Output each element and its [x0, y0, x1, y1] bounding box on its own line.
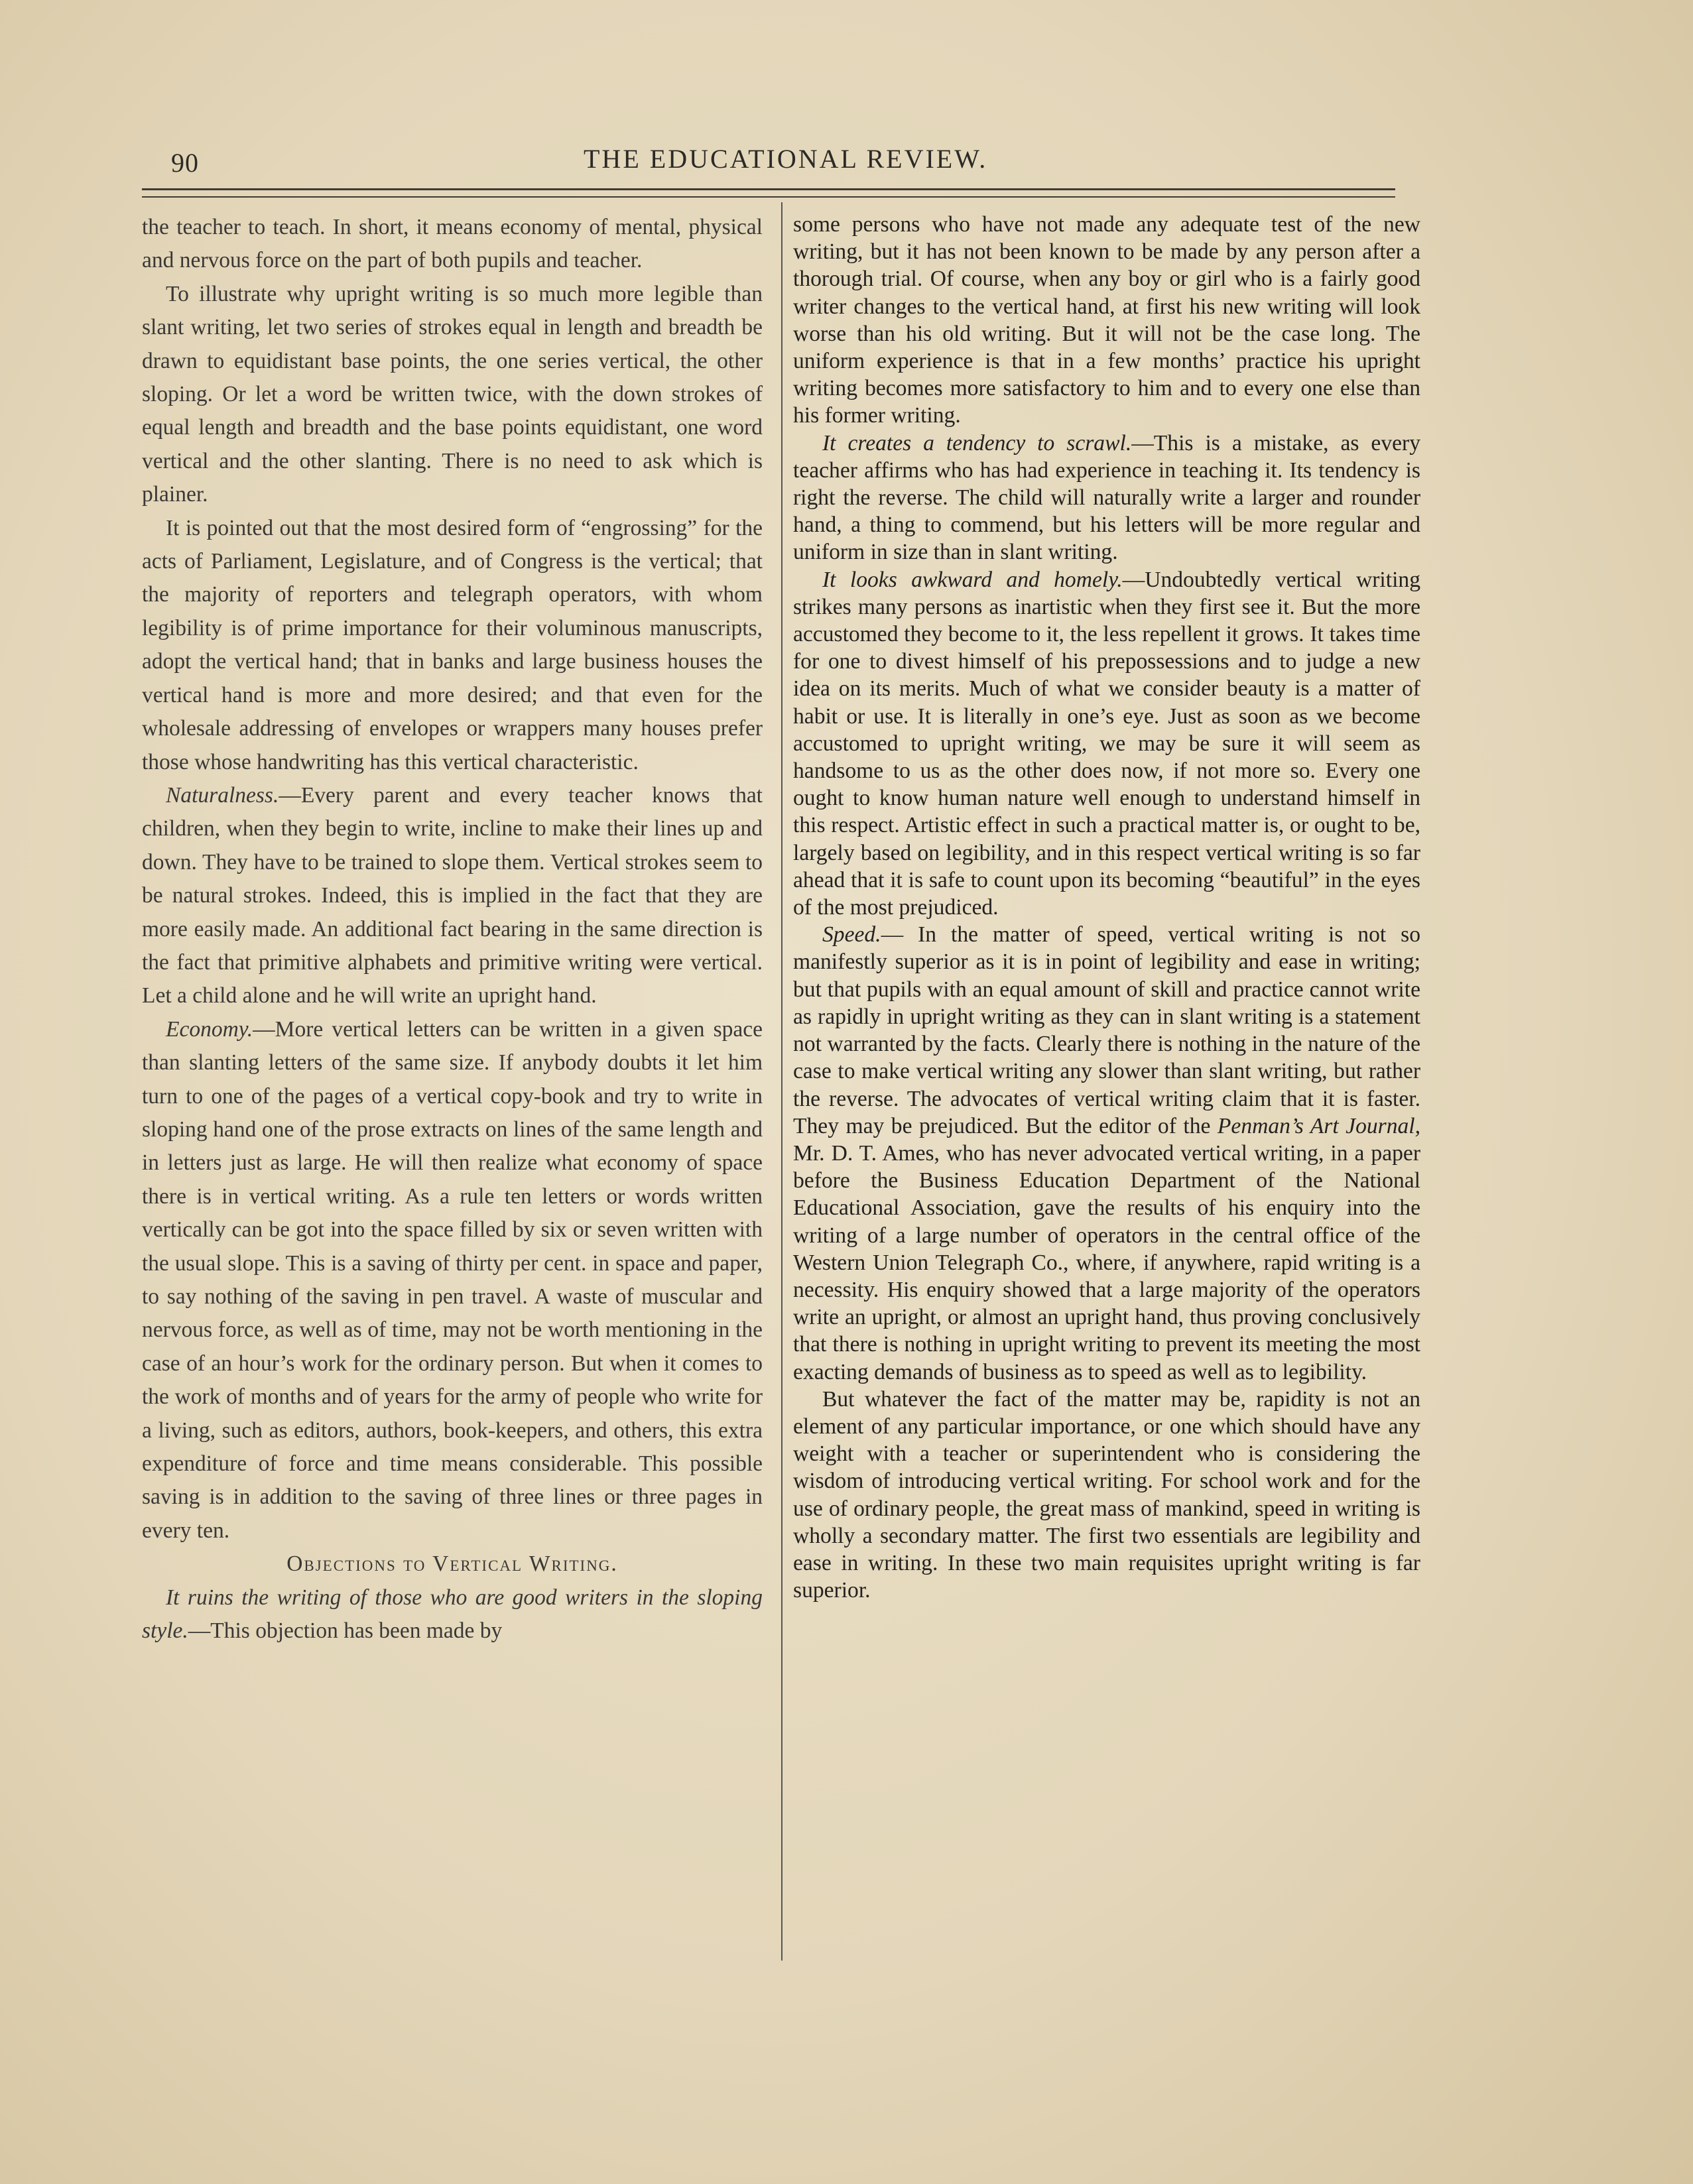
page-number: 90 [171, 148, 199, 178]
paragraph [142, 1581, 763, 1648]
paragraph-lead: It looks awkward and homely. [822, 567, 1123, 592]
paragraph-lead: Speed. [822, 922, 881, 947]
journal-title: Penman’s Art Journal, [1217, 1113, 1421, 1138]
paragraph: To illustrate why upright writing is so much more legible than slant writing, let two series of strokes equal in length and breadth be drawn to equidistant base points, the one series vertical, the other sloping. Or let a word be written twice, with the down strokes of equal length and breadth and the base points equidistant, one word vertical and the other slanting. There is no need to ask which is plainer. [142, 281, 763, 507]
paragraph-lead: Naturalness. [166, 782, 279, 808]
paragraph-lead: It creates a tendency to scrawl. [822, 430, 1132, 455]
paragraph [793, 566, 1420, 922]
paragraph [793, 921, 1420, 1385]
header-rule-bottom [142, 196, 1395, 198]
paragraph-body: —More vertical letters can be written in a given space than slanting letters of the same size. If anybody doubts it let him turn to one of the pages of a vertical copy-book and try to write in sloping hand one of the prose extracts on lines of the same length and in letters just as large. He will then realize what economy of space there is in vertical writing. As a rule ten letters or words written vertically can be got into the space filled by six or seven written with the usual slope. This is a saving of thirty per cent. in space and paper, to say nothing of the saving in pen travel. A waste of muscular and nervous force, as well as of time, may not be worth mentioning in the case of an hour’s work for the ordinary person. But when it comes to the work of months and of years for the army of people who write for a living, such as editors, authors, book-keepers, and others, this extra expenditure of force and time means considerable. This possible saving is in addition to the saving of three lines or three pages in every ten. [142, 1016, 763, 1543]
paragraph-lead: It ruins the writing of those who are good writers in the sloping style. [142, 1585, 763, 1644]
paragraph-body: Mr. D. T. Ames, who has never advocated vertical writing, in a paper before the Business Education Department of the National Educational Association, gave the results of his enquiry into the writing of a large number of operators in the central office of the Western Union Telegraph Co., where, if anywhere, rapid writing is a necessity. His enquiry showed that a large majority of the operators write an upright, or almost an upright hand, thus proving conclusively that there is nothing in upright writing to prevent its meeting the most exacting demands of business as to speed as well as to legibility. [793, 1140, 1420, 1384]
paragraph-body: — In the matter of speed, vertical writing is not so manifestly superior as it is in point of legibility and ease in writing; but that pupils with an equal amount of skill and practice cannot write as rapidly in upright writing as they can in slant writing is a statement not warranted by the facts. Clearly there is nothing in the nature of the case to make vertical writing any slower than slant writing, but rather the reverse. The advocates of vertical writing claim that it is faster. They may be prejudiced. But the editor of the [793, 922, 1420, 1138]
column-divider [781, 202, 783, 1961]
section-heading: Objections to Vertical Writing. [286, 1551, 618, 1577]
paragraph: some persons who have not made any adequate test of the new writing, but it has not been known to be made by any person after a thorough trial. Of course, when any boy or girl who is a fairly good writer changes to the vertical hand, at first his new writing will look worse than his old writing. But it will not be the case long. The uniform experience is that in a few months’ practice his upright writing becomes more satisfactory to him and to every one else than his former writing. [793, 212, 1420, 428]
right-column [793, 211, 1420, 1604]
paragraph-body: —This objection has been made by [188, 1618, 503, 1644]
header-rule-top [142, 188, 1395, 190]
paragraph-body: —This is a mistake, as every teacher affirms who has had experience in teaching it. Its tendency is right the reverse. The child will naturally write a larger and rounder hand, a thing to commend, but his letters will be more regular and uniform in size than in slant writing. [793, 430, 1420, 565]
paragraph [142, 1013, 763, 1548]
paragraph-body: —Every parent and every teacher knows that children, when they begin to write, incline to make their lines up and down. They have to be trained to slope them. Vertical strokes seem to be natural strokes. Indeed, this is implied in the fact that they are more easily made. An additional fact bearing in the same direction is the fact that primitive alphabets and primitive writing were vertical. Let a child alone and he will write an upright hand. [142, 782, 763, 1008]
paragraph [793, 430, 1420, 566]
paragraph: the teacher to teach. In short, it means economy of mental, physical and nervous force on the part of both pupils and teacher. [142, 215, 763, 273]
running-head: THE EDUCATIONAL REVIEW. [584, 144, 988, 174]
paragraph: It is pointed out that the most desired form of “engrossing” for the acts of Parliament, Legislature, and of Congress is the vertical; that the majority of reporters and telegraph operators, with whom legibility is of prime importance for their voluminous manuscripts, adopt the vertical hand; that in banks and large business houses the vertical hand is more and more desired; and that even for the wholesale addressing of envelopes or wrappers many houses prefer those whose handwriting has this vertical characteristic. [142, 515, 763, 774]
paragraph-body: —Undoubtedly vertical writing strikes many persons as inartistic when they first see it. But the more accustomed they become to it, the less repellent it grows. It takes time for one to divest himself of his prepossessions and to judge a new idea on its merits. Much of what we consider beauty is a matter of habit or use. It is literally in one’s eye. Just as soon as we become accustomed to upright writing, we may be sure it will seem as handsome to us as the other does now, if not more so. Every one ought to know human nature well enough to understand himself in this respect. Artistic effect in such a practical matter is, or ought to be, largely based on legibility, and in this respect vertical writing is so far ahead that it is safe to count upon its becoming “beautiful” in the eyes of the most prejudiced. [793, 567, 1420, 920]
paragraph-lead: Economy. [166, 1016, 253, 1042]
paragraph [142, 779, 763, 1013]
left-column [142, 211, 763, 1648]
paragraph: But whatever the fact of the matter may be, rapidity is not an element of any particular importance, or one which should have any weight with a teacher or superintendent who is considering the wisdom of introducing vertical writing. For school work and for the use of ordinary people, the great mass of mankind, speed in writing is wholly a secondary matter. The first two essentials are legibility and ease in writing. In these two main requisites upright writing is far superior. [793, 1386, 1420, 1603]
